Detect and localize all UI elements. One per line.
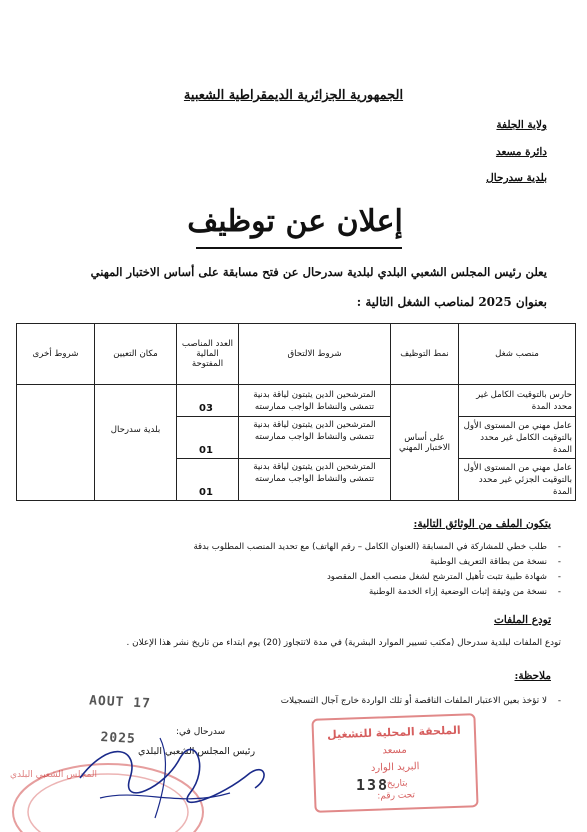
conditions-cell: المترشحين الدين يثبتون لياقة بدنية تتمشى والنشاط الواجب ممارسته (239, 459, 391, 501)
positions-count-cell: 01 (177, 417, 239, 459)
column-header: العدد المناصب المالية المفتوحة (177, 324, 239, 385)
handwritten-signature (70, 718, 280, 828)
position-cell: عامل مهني من المستوى الأول بالتوقيت الكامل غير محدد المدة (459, 417, 576, 459)
positions-count-cell: 01 (177, 459, 239, 501)
agency-line-4: بتاريخ: (383, 778, 408, 790)
notes-title: ملاحظة: (514, 670, 551, 682)
column-header: شروط أخرى (17, 324, 95, 385)
date-stamp: 17 AOUT 2025 (88, 693, 152, 747)
page-title: إعلان عن توظيف (187, 204, 403, 239)
jobs-table (16, 323, 576, 501)
republic-heading: الجمهورية الجزائرية الديمقراطية الشعبية (183, 88, 404, 103)
round-stamp-text: المجلس الشعبي البلدي (10, 770, 97, 780)
wilaya-label: ولاية الجلفة (496, 119, 547, 131)
column-header: مكان التعيين (95, 324, 177, 385)
commune-label: بلدية سدرحال (486, 172, 547, 184)
note-item: - لا تؤخذ بعين الاعتبار الملفات الناقصة أو تلك الواردة خارج آجال التسجيلات (281, 696, 561, 706)
recruitment-mode-cell: على أساس الاختبار المهني (391, 385, 459, 501)
column-header: شروط الالتحاق (239, 324, 391, 385)
documents-list (61, 540, 561, 600)
agency-line-5: تحت رقم: (377, 790, 416, 802)
column-header: نمط التوظيف (391, 324, 459, 385)
deposit-title: تودع الملفات (493, 614, 551, 626)
list-item: - نسخة من بطاقة التعريف الوطنية (61, 555, 561, 570)
list-item: - شهادة طبية تثبت تأهيل المترشح لشغل منصب العمل المقصود (61, 570, 561, 585)
table-header-row (17, 324, 576, 385)
deposit-text: تودع الملفات لبلدية سدرحال (مكتب تسيير الموارد البشرية) في مدة لاتتجاوز (20) يوم ابتداء من تاريخ نشر هذا الإعلان . (126, 638, 561, 648)
table-row (17, 385, 576, 417)
signature-title: رئيس المجلس الشعبي البلدي (138, 746, 256, 757)
position-cell: عامل مهني من المستوى الأول بالتوقيت الجزئي غير محدد المدة (459, 459, 576, 501)
intro-line-1: يعلن رئيس المجلس الشعبي البلدي لبلدية سدرحال عن فتح مسابقة على أساس الاختبار المهني (90, 265, 547, 279)
employment-agency-stamp (311, 713, 478, 813)
documents-title: يتكون الملف من الوثائق التالية: (413, 518, 551, 530)
agency-line-2: مسعد (382, 744, 407, 757)
daira-label: دائرة مسعد (495, 146, 547, 158)
list-item: - نسخة من وثيقة إثبات الوضعية إزاء الخدمة الوطنية (61, 585, 561, 600)
assignment-place-cell: بلدية سدرحال (95, 385, 177, 501)
conditions-cell: المترشحين الدين يثبتون لياقة بدنية تتمشى والنشاط الواجب ممارسته (239, 417, 391, 459)
positions-count-cell: 03 (177, 385, 239, 417)
position-cell: حارس بالتوقيت الكامل غير محدد المدة (459, 385, 576, 417)
conditions-cell: المترشحين الدين يثبتون لياقة بدنية تتمشى والنشاط الواجب ممارسته (239, 385, 391, 417)
registration-number: 138 (356, 776, 390, 794)
title-underline (196, 247, 402, 249)
list-item: - طلب خطي للمشاركة في المسابقة (العنوان الكامل – رقم الهاتف) مع تحديد المنصب المطلوب بدقة (61, 540, 561, 555)
other-conditions-cell (17, 385, 95, 501)
intro-line-2: بعنوان 2025 لمناصب الشغل التالية : (356, 295, 547, 309)
signature-place: سدرحال في: (176, 727, 226, 737)
agency-line-3: البريد الوارد (370, 761, 420, 774)
column-header: منصب شغل (459, 324, 576, 385)
agency-line-1: الملحقة المحلية للتشغيل (326, 723, 461, 742)
